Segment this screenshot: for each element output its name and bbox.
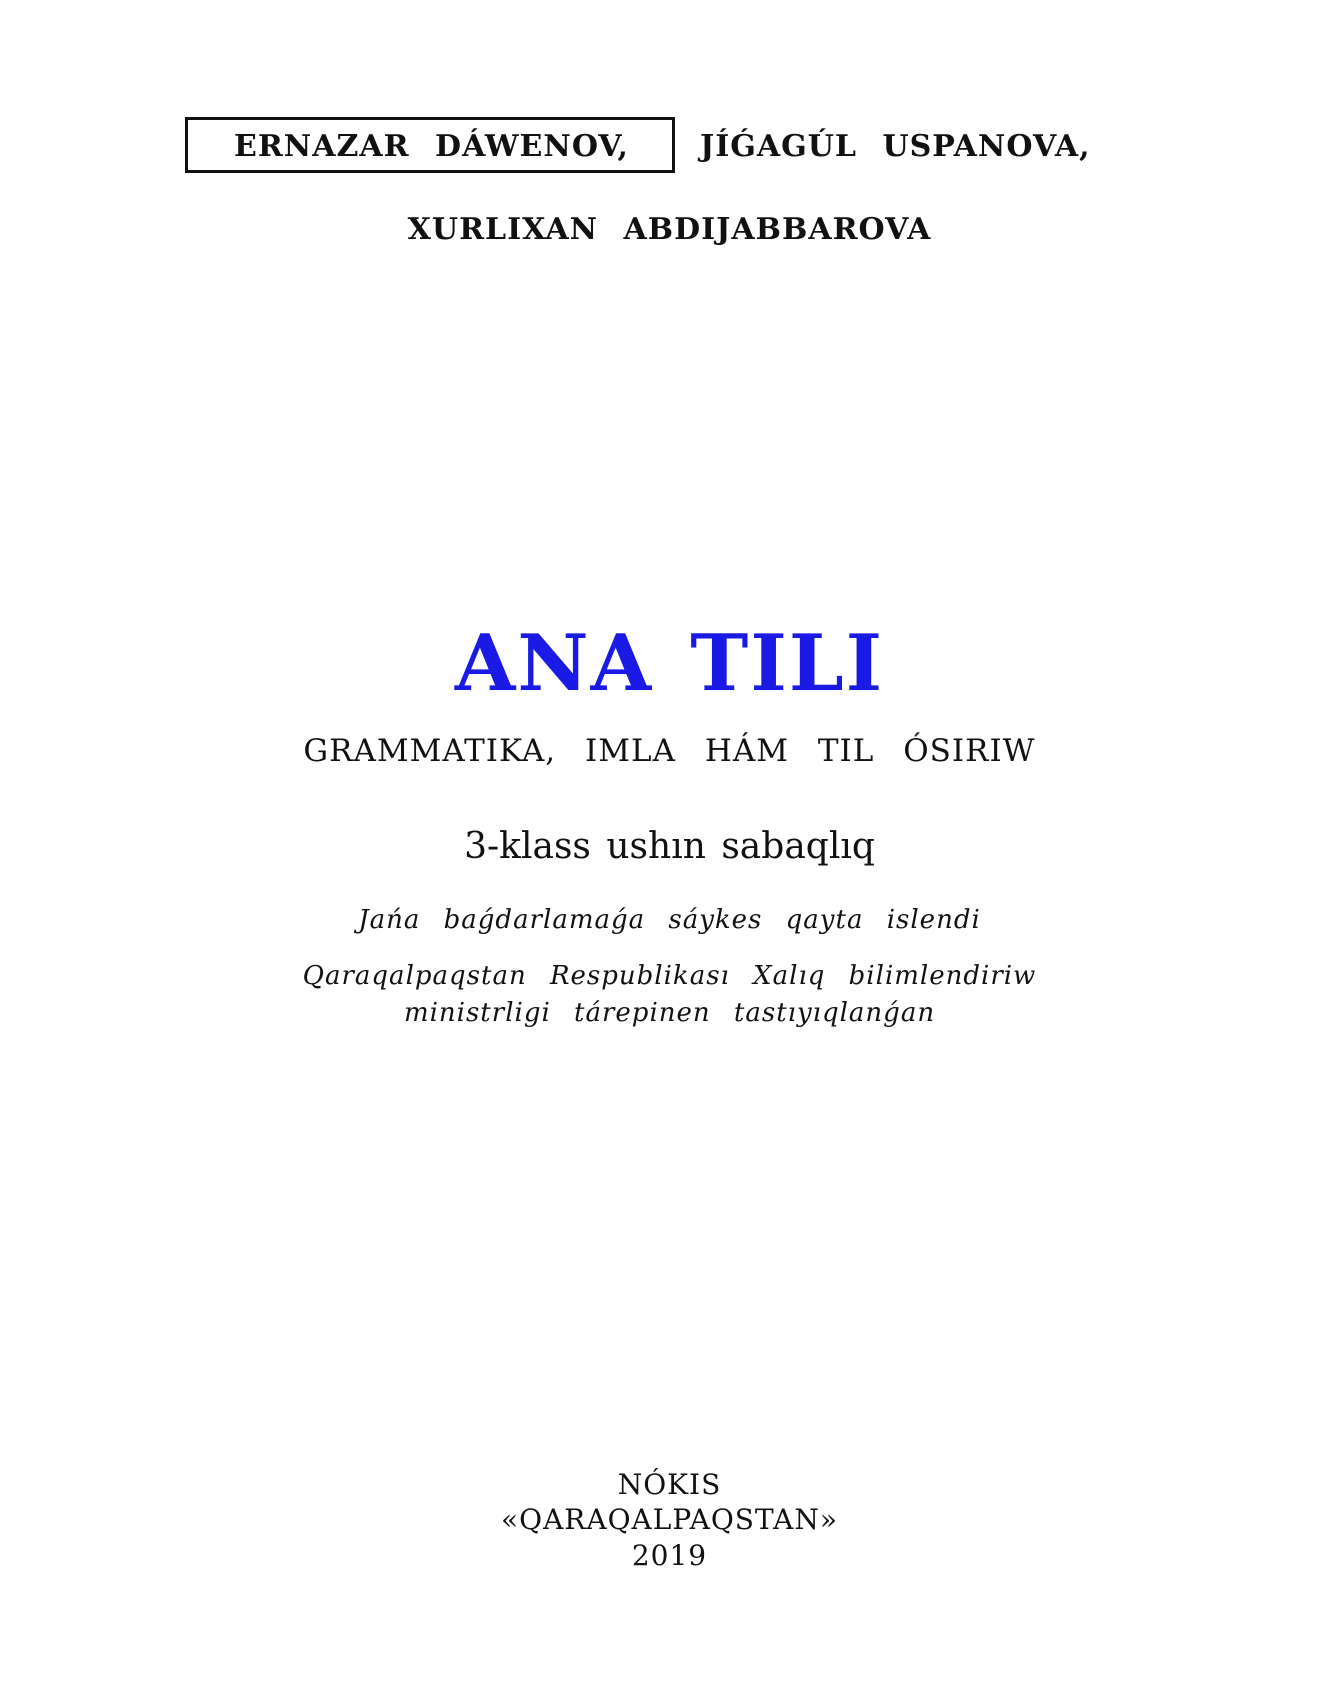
book-subtitle: GRAMMATIKA, IMLA HÁM TIL ÓSIRIW <box>303 733 1036 769</box>
revision-note: Jańa baǵdarlamaǵa sáykes qayta islendi <box>358 905 981 935</box>
boxed-author-name: ERNAZAR DÁWENOV, <box>234 129 629 164</box>
approval-line-2: ministrligi tárepinen tastıyıqlanǵan <box>403 998 936 1028</box>
imprint-publisher: «QARAQALPAQSTAN» <box>500 1503 838 1536</box>
book-title: ANA TILI <box>454 618 885 709</box>
authors-row <box>0 117 1339 177</box>
approval-line-1: Qaraqalpaqstan Respublikası Xalıq bilimlendiriw <box>302 961 1037 991</box>
grade-line: 3-klass ushın sabaqlıq <box>464 826 875 867</box>
imprint-city: NÓKIS <box>617 1468 722 1501</box>
second-author-name: JÍǴAGÚL USPANOVA, <box>700 129 1091 164</box>
third-author-name: XURLIXAN ABDIJABBAROVA <box>407 212 932 247</box>
imprint-year: 2019 <box>631 1539 708 1572</box>
